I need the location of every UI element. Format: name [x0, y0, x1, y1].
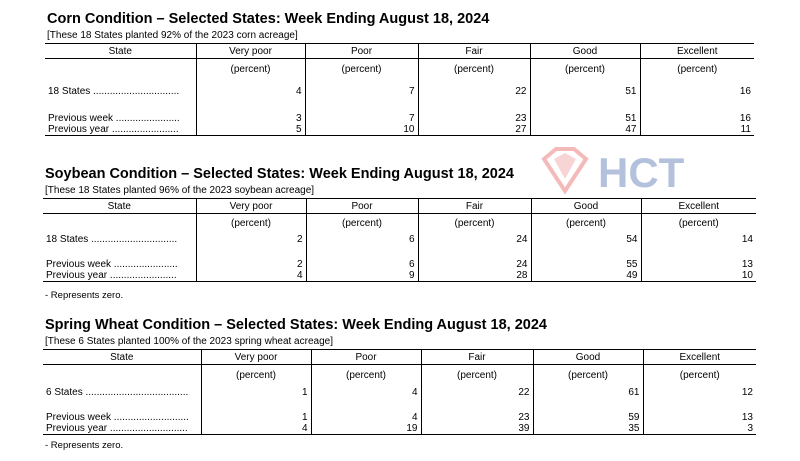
cell-value: 11: [640, 124, 754, 136]
unit-label: (percent): [196, 214, 306, 234]
table-row: [43, 270, 756, 282]
row-label: Previous week .......................: [46, 258, 178, 270]
row-label: Previous year ............................: [46, 422, 188, 434]
unit-label: (percent): [201, 365, 311, 387]
cell-value: 19: [311, 423, 421, 435]
condition-table: [43, 349, 756, 435]
row-label: 6 States .....................................: [46, 387, 189, 398]
col-header: Fair: [418, 44, 530, 59]
unit-label: (percent): [533, 365, 643, 387]
col-header: Very poor: [196, 44, 305, 59]
cell-value: 23: [418, 113, 530, 124]
row-label: Previous year ........................: [46, 269, 177, 281]
cell-value: 4: [196, 81, 305, 103]
col-header: Poor: [305, 44, 418, 59]
unit-label: (percent): [306, 214, 418, 234]
cell-value: 2: [196, 259, 306, 270]
table-row: [45, 81, 754, 103]
cell-value: 35: [533, 423, 643, 435]
cell-value: 23: [421, 412, 533, 423]
table-row: [43, 412, 756, 423]
col-header: Poor: [311, 350, 421, 365]
table-row: [43, 387, 756, 399]
table-row: [45, 113, 754, 124]
cell-value: 1: [201, 387, 311, 399]
unit-label: (percent): [305, 59, 418, 81]
cell-value: 14: [641, 234, 756, 245]
table-row: [43, 423, 756, 435]
cell-value: 10: [305, 124, 418, 136]
col-header: Good: [531, 199, 641, 214]
cell-value: 7: [305, 81, 418, 103]
section-title: Soybean Condition – Selected States: Week Ending August 18, 2024: [45, 166, 514, 182]
unit-label: (percent): [418, 59, 530, 81]
unit-label: (percent): [196, 59, 305, 81]
unit-label: (percent): [531, 214, 641, 234]
condition-table: [43, 198, 756, 282]
unit-label: (percent): [641, 214, 756, 234]
col-header: Good: [533, 350, 643, 365]
cell-value: 22: [421, 387, 533, 399]
cell-value: 7: [305, 113, 418, 124]
unit-label: (percent): [418, 214, 531, 234]
condition-table: [45, 43, 754, 136]
cell-value: 4: [311, 412, 421, 423]
table-row: [43, 234, 756, 245]
row-label: Previous week .......................: [48, 112, 180, 124]
section-subtitle: [These 18 States planted 96% of the 2023 soybean acreage]: [45, 185, 315, 196]
footnote: - Represents zero.: [45, 440, 124, 451]
unit-label: (percent): [421, 365, 533, 387]
cell-value: 59: [533, 412, 643, 423]
section-subtitle: [These 18 States planted 92% of the 2023 corn acreage]: [47, 30, 298, 41]
unit-label: (percent): [311, 365, 421, 387]
col-header: State: [45, 44, 196, 59]
cell-value: 51: [530, 113, 640, 124]
cell-value: 24: [418, 259, 531, 270]
cell-value: 3: [643, 423, 756, 435]
watermark-logo: [540, 145, 725, 200]
col-header: Poor: [306, 199, 418, 214]
cell-value: 55: [531, 259, 641, 270]
table-row: [45, 124, 754, 136]
row-label: 18 States ...............................: [46, 233, 178, 245]
row-label: 18 States ...............................: [48, 86, 180, 97]
cell-value: 47: [530, 124, 640, 136]
col-header: Excellent: [643, 350, 756, 365]
cell-value: 6: [306, 234, 418, 245]
cell-value: 51: [530, 81, 640, 103]
cell-value: 61: [533, 387, 643, 399]
cell-value: 22: [418, 81, 530, 103]
cell-value: 3: [196, 113, 305, 124]
cell-value: 9: [306, 270, 418, 282]
col-header: Fair: [421, 350, 533, 365]
cell-value: 28: [418, 270, 531, 282]
cell-value: 54: [531, 234, 641, 245]
cell-value: 5: [196, 124, 305, 136]
cell-value: 1: [201, 412, 311, 423]
col-header: State: [43, 350, 201, 365]
section-title: Spring Wheat Condition – Selected States: Week Ending August 18, 2024: [45, 317, 547, 333]
cell-value: 10: [641, 270, 756, 282]
section-title: Corn Condition – Selected States: Week Ending August 18, 2024: [47, 11, 490, 27]
cell-value: 4: [201, 423, 311, 435]
watermark-text: HCT: [598, 149, 685, 196]
cell-value: 13: [643, 412, 756, 423]
cell-value: 49: [531, 270, 641, 282]
col-header: Good: [530, 44, 640, 59]
cell-value: 6: [306, 259, 418, 270]
cell-value: 27: [418, 124, 530, 136]
cell-value: 39: [421, 423, 533, 435]
col-header: Fair: [418, 199, 531, 214]
section-subtitle: [These 6 States planted 100% of the 2023 spring wheat acreage]: [45, 336, 333, 347]
row-label: Previous year ........................: [48, 123, 179, 135]
cell-value: 2: [196, 234, 306, 245]
cell-value: 16: [640, 81, 754, 103]
unit-label: (percent): [640, 59, 754, 81]
cell-value: 12: [643, 387, 756, 399]
col-header: Very poor: [196, 199, 306, 214]
table-row: [43, 259, 756, 270]
cell-value: 24: [418, 234, 531, 245]
cell-value: 4: [196, 270, 306, 282]
cell-value: 4: [311, 387, 421, 399]
col-header: Excellent: [640, 44, 754, 59]
unit-label: (percent): [530, 59, 640, 81]
unit-label: (percent): [643, 365, 756, 387]
cell-value: 13: [641, 259, 756, 270]
row-label: Previous week ...........................: [46, 411, 189, 423]
footnote: - Represents zero.: [45, 290, 124, 301]
col-header: Excellent: [641, 199, 756, 214]
col-header: State: [43, 199, 196, 214]
col-header: Very poor: [201, 350, 311, 365]
cell-value: 16: [640, 113, 754, 124]
